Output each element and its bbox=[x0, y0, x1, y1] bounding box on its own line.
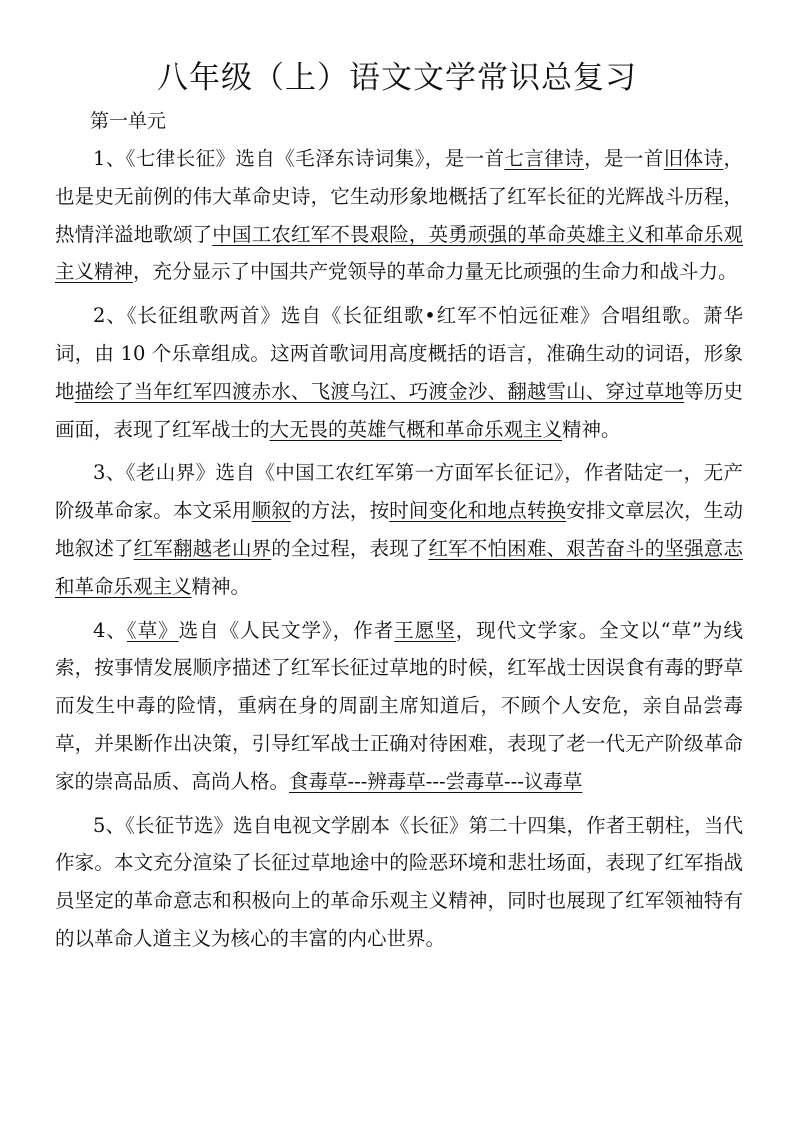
paragraph-5 bbox=[55, 807, 743, 958]
underlined-term: 大无畏的英雄气概和革命乐观主义 bbox=[269, 417, 563, 441]
underlined-term: 王愿坚 bbox=[394, 618, 456, 642]
text-segment: 的方法，按 bbox=[290, 499, 390, 523]
text-segment: 4、 bbox=[93, 618, 127, 642]
text-segment: 2、《长征组歌两首》选自《长征组歌•红军不怕远征难》合唱组歌。萧华词，由 10 个乐章组成。这两首歌词用高度概括的语言，准确生动的词语，形象地 bbox=[55, 304, 743, 403]
underlined-term: 中国工农红军不畏艰险，英勇顽强的革命英雄主义和革命乐观主义精神 bbox=[55, 222, 743, 284]
text-segment: ，也是史无前例的伟大革命史诗，它生动形象地概括了红军长征的光辉战斗历程，热情洋溢地歌颂了 bbox=[55, 147, 743, 246]
underlined-term: 红军翻越老山界 bbox=[133, 536, 272, 560]
text-segment: ，充分显示了中国共产党领导的革命力量无比顽强的生命力和战斗力。 bbox=[133, 260, 738, 284]
text-segment: 精神。 bbox=[191, 574, 251, 598]
text-segment: 等历史画面，表现了红军战士的 bbox=[55, 379, 743, 441]
text-segment: 1、《七律长征》选自《毛泽东诗词集》，是一首 bbox=[93, 147, 505, 170]
paragraph-4 bbox=[55, 612, 743, 801]
text-segment: 选自《人民文学》，作者 bbox=[178, 618, 395, 642]
text-segment: 安排文章层次，生动地叙述了 bbox=[55, 499, 743, 560]
underlined-term: 时间变化和地点转换 bbox=[389, 499, 567, 523]
text-segment: ，是一首 bbox=[584, 147, 664, 170]
text-segment: 的全过程，表现了 bbox=[271, 536, 429, 560]
unit-heading: 第一单元 bbox=[90, 110, 167, 132]
underlined-term: 顺叙 bbox=[251, 499, 291, 523]
underlined-term: 《草》 bbox=[126, 618, 179, 642]
page-title: 八年级（上）语文文学常识总复习 bbox=[157, 60, 637, 96]
underlined-term: 旧体诗 bbox=[663, 147, 724, 170]
document-body bbox=[55, 140, 743, 964]
paragraph-3 bbox=[55, 454, 743, 605]
text-segment: 3、《老山界》选自《中国工农红军第一方面军长征记》，作者陆定一，无产阶级革命家。本文采用 bbox=[55, 461, 743, 523]
underlined-term: 七言律诗 bbox=[504, 147, 585, 170]
paragraph-2 bbox=[55, 297, 743, 448]
underlined-term: 食毒草---辨毒草---尝毒草---议毒草 bbox=[289, 769, 583, 793]
paragraph-1 bbox=[55, 140, 743, 291]
text-segment: ，现代文学家。全文以“草”为线索，按事情发展顺序描述了红军长征过草地的时候，红军战士因误食有毒的野草而发生中毒的险情，重病在身的周副主席知道后，不顾个人安危，亲自品尝毒草，并果断作出决策，引导红军战士正确对待困难，表现了老一代无产阶级革命家的崇高品质、高尚人格。 bbox=[55, 618, 743, 793]
text-segment: 精神。 bbox=[562, 417, 621, 441]
text-segment: 5、《长征节选》选自电视文学剧本《长征》第二十四集，作者王朝柱，当代作家。本文充分渲染了长征过草地途中的险恶环境和悲壮场面，表现了红军指战员坚定的革命意志和积极向上的革命乐观主义精神，同时也展现了红军领袖特有的以革命人道主义为核心的丰富的内心世界。 bbox=[55, 813, 743, 950]
underlined-term: 红军不怕困难、艰苦奋斗的坚强意志和革命乐观主义 bbox=[55, 536, 743, 598]
underlined-term: 描绘了当年红军四渡赤水、飞渡乌江、巧渡金沙、翻越雪山、穿过草地 bbox=[74, 379, 685, 403]
